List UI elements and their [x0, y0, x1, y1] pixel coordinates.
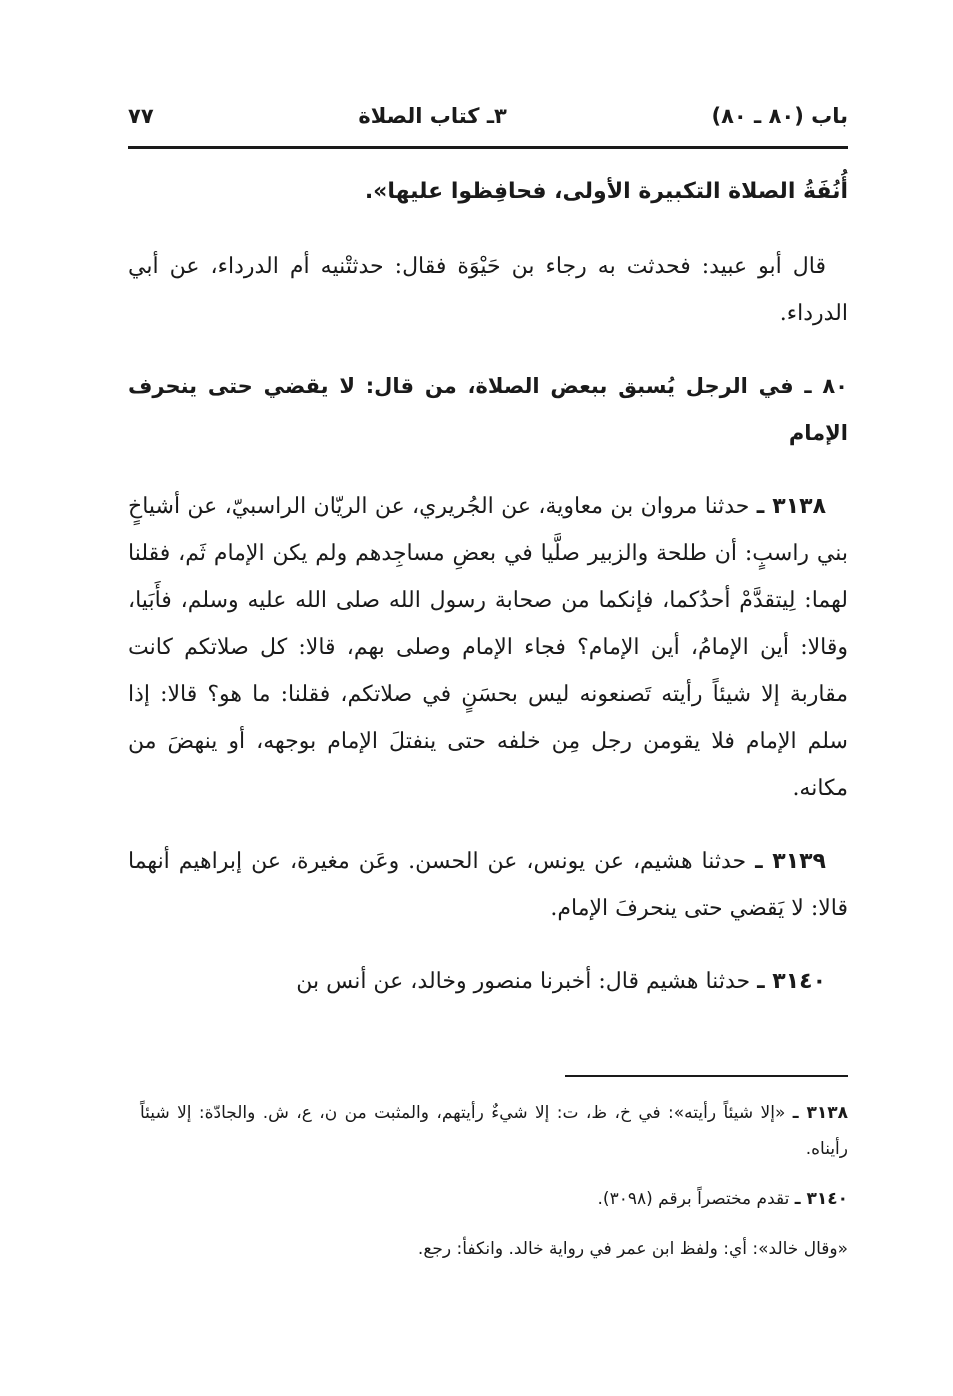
hadith-text: حدثنا هشيم قال: أخبرنا منصور وخالد، عن أنس بن — [296, 969, 751, 994]
main-text — [128, 168, 848, 1031]
hadith-text: حدثنا هشيم، عن يونس، عن الحسن. وعَن مغيرة، عن إبراهيم أنهما قالا: لا يَقضي حتى ينحرفَ الإمام. — [128, 849, 848, 921]
footnote-text: تقدم مختصراً برقم (٣٠٩٨). — [597, 1189, 790, 1209]
continuation-paragraph: أُنُفَةُ الصلاة التكبيرة الأولى، فحافِظوا عليها». — [364, 179, 848, 204]
footnote-text: «إلا شيئاً رأيته»: في خ، ظ، ت: إلا شيءٌ رأيتهم، والمثبت من ن، ع، ش. والجادّة: إلا شيئاً رأيناه. — [140, 1103, 848, 1159]
book-title: ٣ـ كتاب الصلاة — [358, 104, 507, 128]
running-head — [128, 96, 848, 136]
footnote-number: ٣١٣٨ ـ — [792, 1103, 848, 1123]
chapter-range: باب (٨٠ ـ ٨٠) — [711, 104, 848, 128]
hadith-number: ٣١٤٠ ـ — [757, 969, 826, 994]
abu-ubayd-paragraph: قال أبو عبيد: فحدثت به رجاء بن حَيْوَة فقال: حدثتْنيه أم الدرداء، عن أبي الدرداء. — [128, 254, 848, 326]
hadith-3138 — [128, 483, 848, 812]
hadith-3139 — [128, 838, 848, 932]
footnote-number: ٣١٤٠ ـ — [794, 1189, 848, 1209]
footnote-khalid: «وقال خالد»: أي: ولفظ ابن عمر في رواية خالد. وانكفأ: رجع. — [417, 1239, 848, 1259]
hadith-number: ٣١٣٨ ـ — [756, 494, 826, 519]
page-number: ٧٧ — [128, 104, 154, 128]
footnote-3140 — [140, 1181, 848, 1217]
footnotes — [140, 1095, 848, 1281]
chapter-heading: ٨٠ ـ في الرجل يُسبق ببعض الصلاة، من قال: لا يقضي حتى ينحرف الإمام — [128, 374, 848, 445]
header-rule — [128, 146, 848, 149]
hadith-number: ٣١٣٩ ـ — [755, 849, 826, 874]
hadith-3140 — [128, 958, 848, 1005]
footnote-3138 — [140, 1095, 848, 1167]
footnote-rule — [565, 1075, 848, 1077]
hadith-text: حدثنا مروان بن معاوية، عن الجُريري، عن الريّان الراسبيّ، عن أشياخٍ بني راسبٍ: أن طلحة والزبير صلَّيا في بعضِ مساجِدهم ولم يكن الإمام ثَم، فقلنا لهما: لِيتقدَّمْ أحدُكما، فإنكما من صحابة رسول الله صلى الله عليه وسلم، فأَبَيا، وقالا: أين الإمامُ، أين الإمام؟ فجاء الإمام وصلى بهم، قالا: كل صلاتكم كانت مقاربة إلا شيئاً رأيته تَصنعونه ليس بحسَنٍ في صلاتكم، فقلنا: ما هو؟ قالا: إذا سلم الإمام فلا يقومن رجل مِن خلفه حتى ينفتلَ الإمام بوجهه، أو ينهضَ من مكانه. — [128, 494, 848, 801]
